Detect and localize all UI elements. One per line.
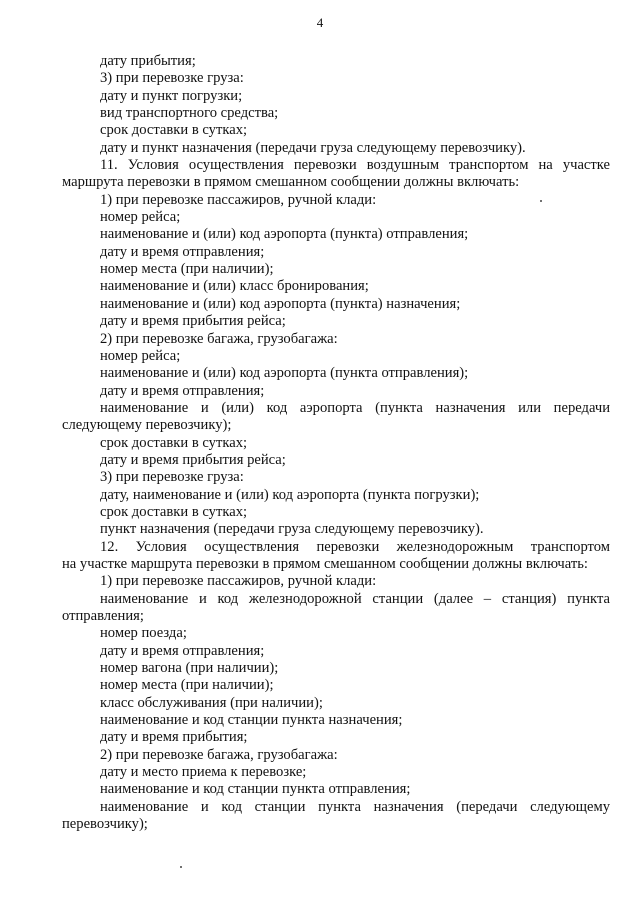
text-line: 3) при перевозке груза: <box>100 70 244 87</box>
text-line: номер вагона (при наличии); <box>100 660 279 677</box>
scan-speck <box>540 200 542 202</box>
text-line: вид транспортного средства; <box>100 105 279 122</box>
text-line: наименование и (или) код аэропорта (пункта отправления); <box>100 365 469 382</box>
text-line: дату и пункт погрузки; <box>100 87 243 104</box>
text-line: маршрута перевозки в прямом смешанном сообщении должны включать: <box>62 174 520 191</box>
text-line: наименование и код станции пункта назначения (передачи следующему <box>100 798 610 815</box>
text-line: срок доставки в сутках; <box>100 122 248 139</box>
text-line: 2) при перевозке багажа, грузобагажа: <box>100 330 338 347</box>
text-line: дату и место приема к перевозке; <box>100 764 307 781</box>
text-line: срок доставки в сутках; <box>100 434 248 451</box>
text-line: наименование и код станции пункта отправления; <box>100 781 411 798</box>
text-line: наименование и код станции пункта назначения; <box>100 712 403 729</box>
text-line: 2) при перевозке багажа, грузобагажа: <box>100 746 338 763</box>
text-line: номер поезда; <box>100 625 187 642</box>
text-line: на участке маршрута перевозки в прямом смешанном сообщении должны включать: <box>62 555 588 572</box>
text-line: пункт назначения (передачи груза следующему перевозчику). <box>100 521 484 538</box>
text-line: дату и время отправления; <box>100 642 265 659</box>
text-line: дату прибытия; <box>100 53 196 69</box>
document-body <box>62 53 610 833</box>
text-line: дату и время прибытия; <box>100 729 248 746</box>
text-line: наименование и (или) класс бронирования; <box>100 278 369 295</box>
text-line: срок доставки в сутках; <box>100 503 248 520</box>
text-line: следующему перевозчику); <box>62 417 232 434</box>
text-line: 1) при перевозке пассажиров, ручной клади: <box>100 573 377 590</box>
page-number: 4 <box>316 15 324 30</box>
text-line: наименование и (или) код аэропорта (пункта назначения или передачи <box>100 399 610 416</box>
text-line: дату и пункт назначения (передачи груза следующему перевозчику). <box>100 139 526 156</box>
text-line: 12. Условия осуществления перевозки железнодорожным транспортом <box>100 538 610 555</box>
text-line: 1) при перевозке пассажиров, ручной клади: <box>100 191 377 208</box>
text-line: номер рейса; <box>100 209 181 226</box>
text-line: номер места (при наличии); <box>100 677 274 694</box>
text-line: номер места (при наличии); <box>100 261 274 278</box>
text-line: наименование и (или) код аэропорта (пункта) отправления; <box>100 226 469 243</box>
text-line: 11. Условия осуществления перевозки воздушным транспортом на участке <box>100 157 610 174</box>
text-line: дату и время отправления; <box>100 243 265 260</box>
text-line: наименование и код железнодорожной станции (далее – станция) пункта <box>100 590 610 607</box>
text-line: перевозчику); <box>62 816 148 833</box>
text-line: дату и время отправления; <box>100 382 265 399</box>
text-line: класс обслуживания (при наличии); <box>100 694 323 711</box>
text-line: наименование и (или) код аэропорта (пункта) назначения; <box>100 295 461 312</box>
text-line: дату и время прибытия рейса; <box>100 451 286 468</box>
scan-speck <box>180 866 182 868</box>
text-line: номер рейса; <box>100 347 181 364</box>
text-line: дату, наименование и (или) код аэропорта (пункта погрузки); <box>100 486 480 503</box>
text-line: отправления; <box>62 608 144 624</box>
text-line: дату и время прибытия рейса; <box>100 313 286 330</box>
text-line: 3) при перевозке груза: <box>100 469 244 486</box>
